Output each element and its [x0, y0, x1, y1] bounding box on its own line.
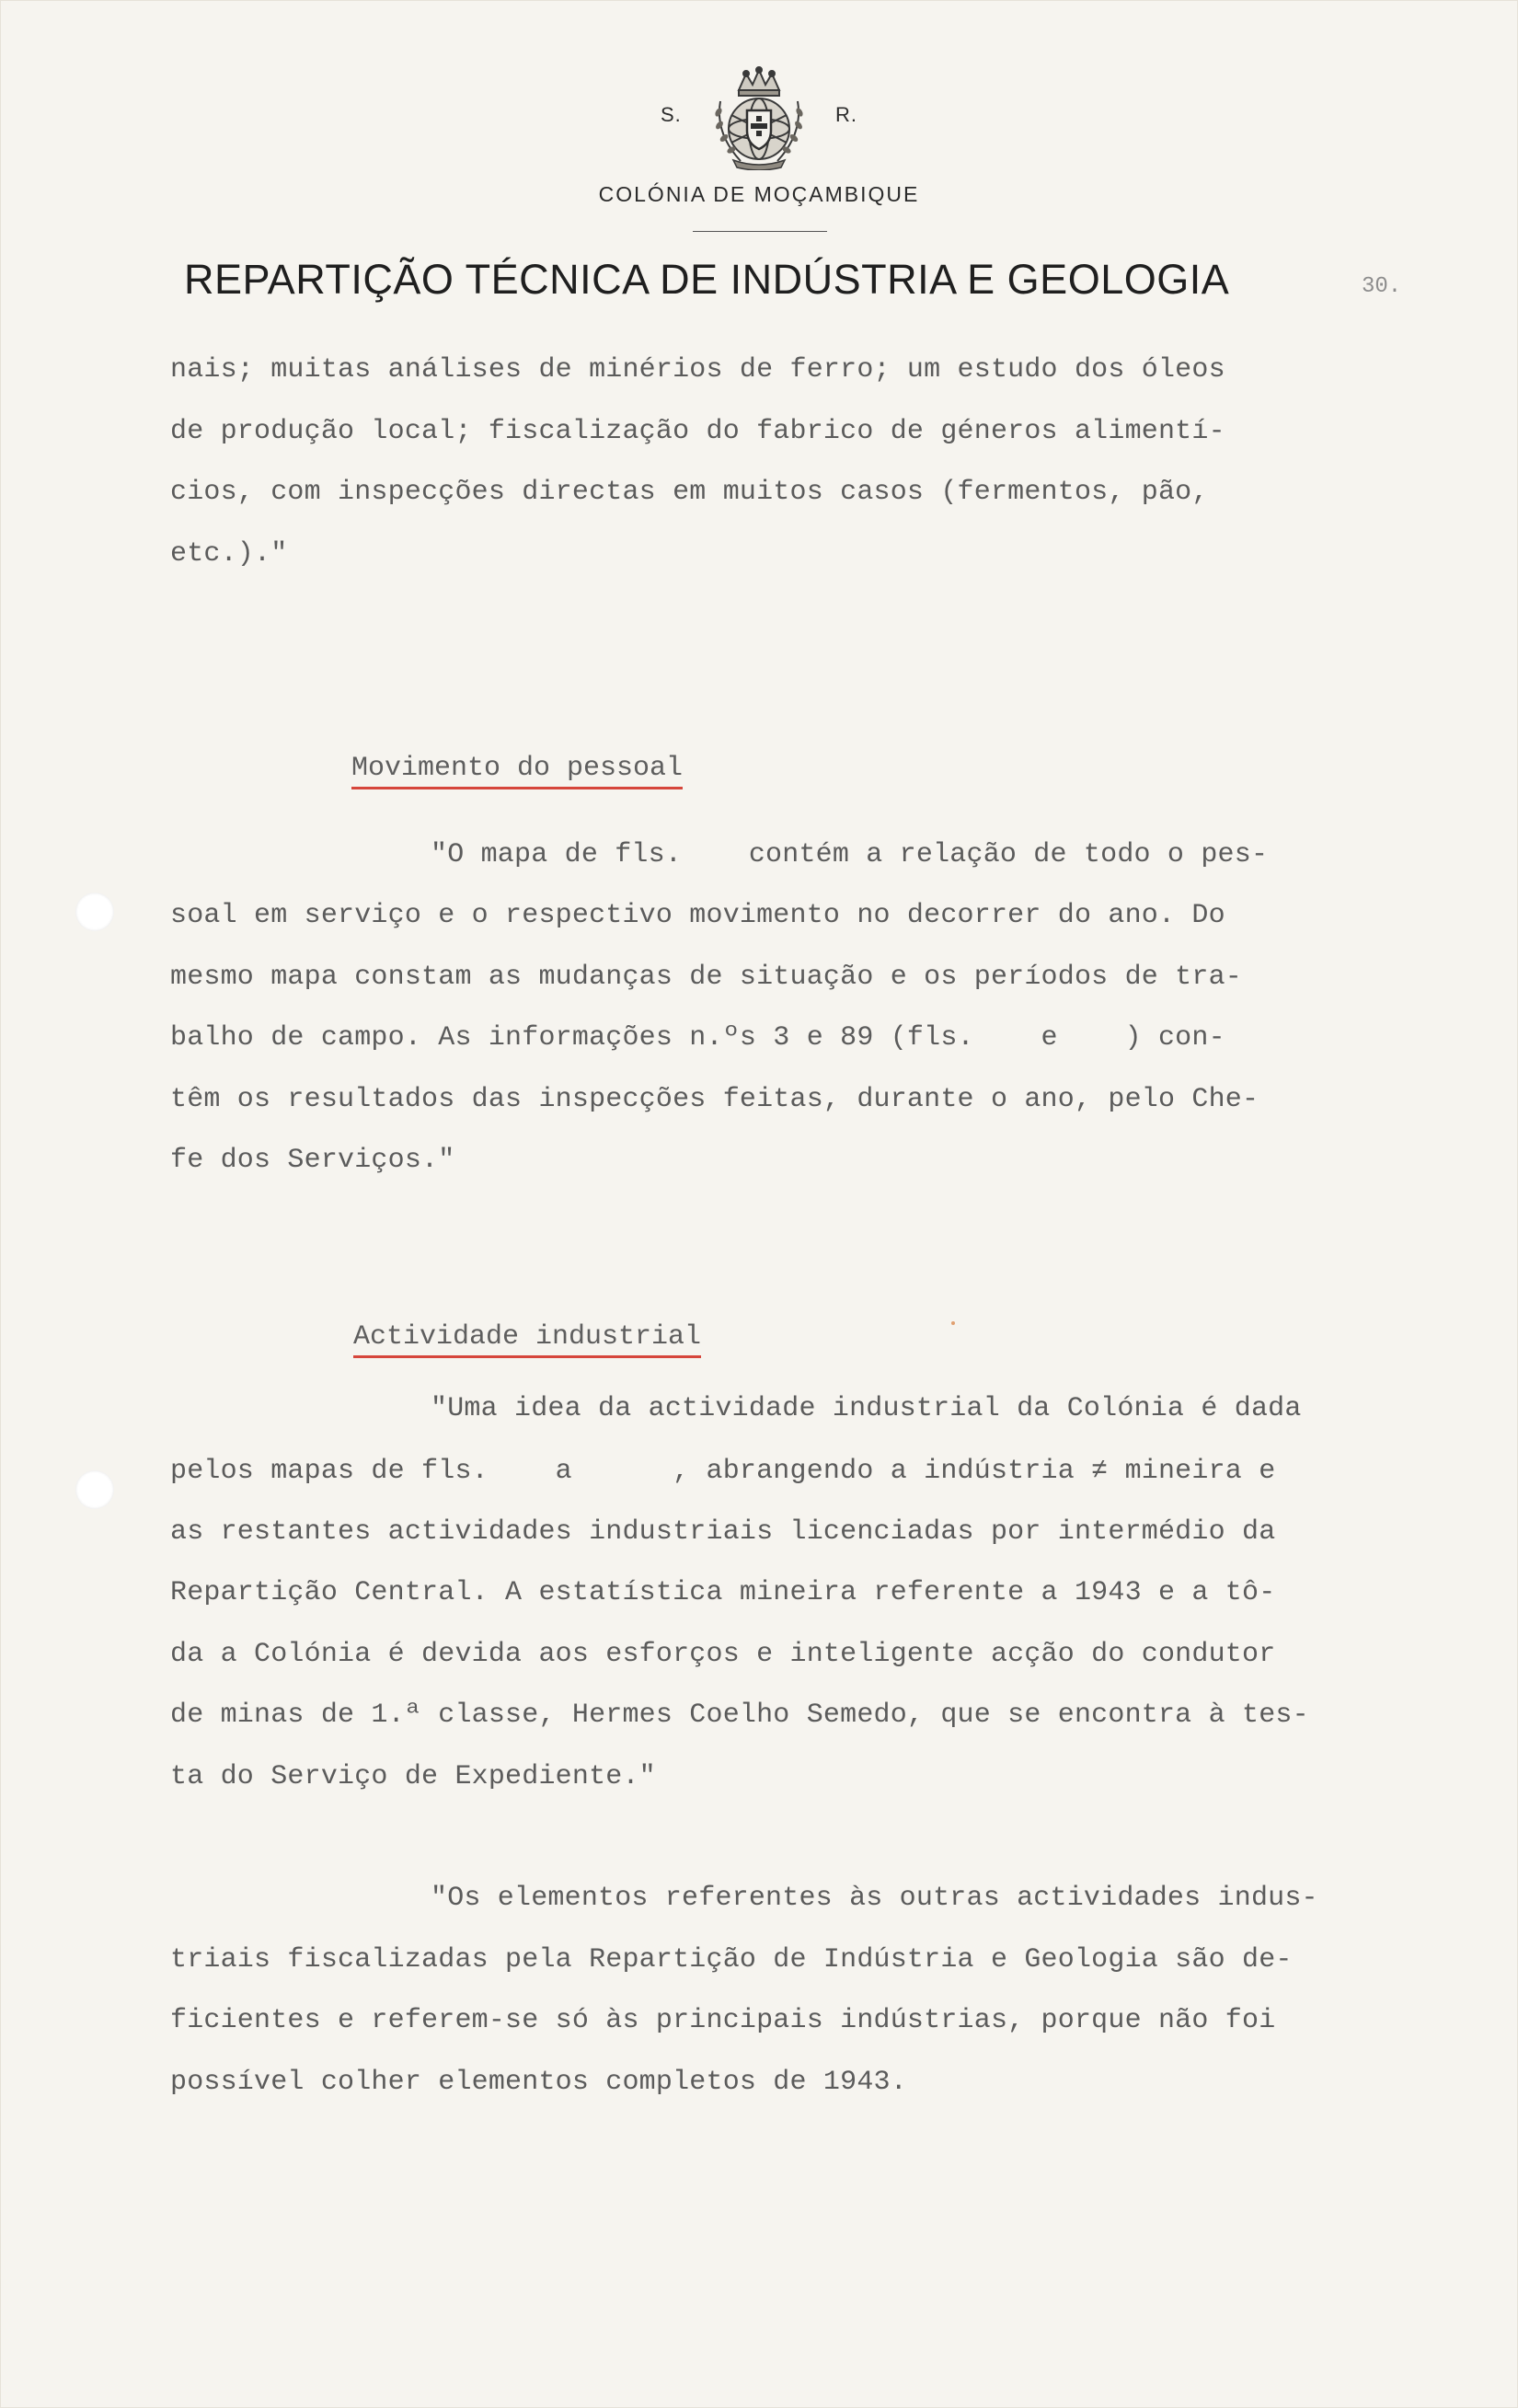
r-mark: R.: [835, 103, 857, 126]
section-heading-industrial: Actividade industrial: [353, 1321, 701, 1358]
body-line: "Os elementos referentes às outras actividades indus-: [431, 1883, 1318, 1914]
s-mark: S.: [661, 103, 682, 126]
body-line: soal em serviço e o respectivo movimento no decorrer do ano. Do: [170, 900, 1225, 931]
department-title: REPARTIÇÃO TÉCNICA DE INDÚSTRIA E GEOLOGIA: [184, 256, 1230, 303]
intro-line: etc.).": [170, 538, 288, 570]
coat-of-arms-icon: [704, 64, 814, 170]
intro-line: de produção local; fiscalização do fabrico de géneros alimentí-: [170, 416, 1225, 447]
body-line: têm os resultados das inspecções feitas, durante o ano, pelo Che-: [170, 1084, 1259, 1115]
letterhead-divider: [693, 231, 827, 232]
punch-hole: [75, 893, 114, 931]
body-line: Repartição Central. A estatística mineira referente a 1943 e a tô-: [170, 1577, 1276, 1608]
body-line: balho de campo. As informações n.ºs 3 e 89 (fls. e ) con-: [170, 1022, 1225, 1054]
intro-line: nais; muitas análises de minérios de ferro; um estudo dos óleos: [170, 354, 1225, 386]
body-line: triais fiscalizadas pela Repartição de Indústria e Geologia são de-: [170, 1944, 1293, 1976]
colony-name: COLÓNIA DE MOÇAMBIQUE: [598, 182, 920, 206]
paper-speck: [951, 1321, 955, 1325]
body-line: pelos mapas de fls. a , abrangendo a indústria ≠ mineira e: [170, 1456, 1276, 1487]
body-line: "Uma idea da actividade industrial da Colónia é dada: [431, 1393, 1302, 1424]
intro-line: cios, com inspecções directas em muitos casos (fermentos, pão,: [170, 477, 1209, 508]
body-line: ficientes e referem-se só às principais indústrias, porque não foi: [170, 2005, 1276, 2036]
section-heading-pessoal: Movimento do pessoal: [351, 753, 683, 789]
page-number: 30.: [1362, 274, 1402, 299]
body-line: mesmo mapa constam as mudanças de situação e os períodos de tra-: [170, 962, 1242, 993]
body-line: "O mapa de fls. contém a relação de todo o pes-: [431, 839, 1269, 870]
punch-hole: [75, 1470, 114, 1509]
body-line: da a Colónia é devida aos esforços e inteligente acção do condutor: [170, 1639, 1276, 1670]
body-line: de minas de 1.ª classe, Hermes Coelho Semedo, que se encontra à tes-: [170, 1699, 1309, 1731]
body-line: as restantes actividades industriais licenciadas por intermédio da: [170, 1516, 1276, 1548]
body-line: possível colher elementos completos de 1943.: [170, 2067, 907, 2098]
body-line: fe dos Serviços.": [170, 1145, 455, 1176]
body-line: ta do Serviço de Expediente.": [170, 1761, 656, 1792]
letterhead: [0, 0, 1518, 331]
